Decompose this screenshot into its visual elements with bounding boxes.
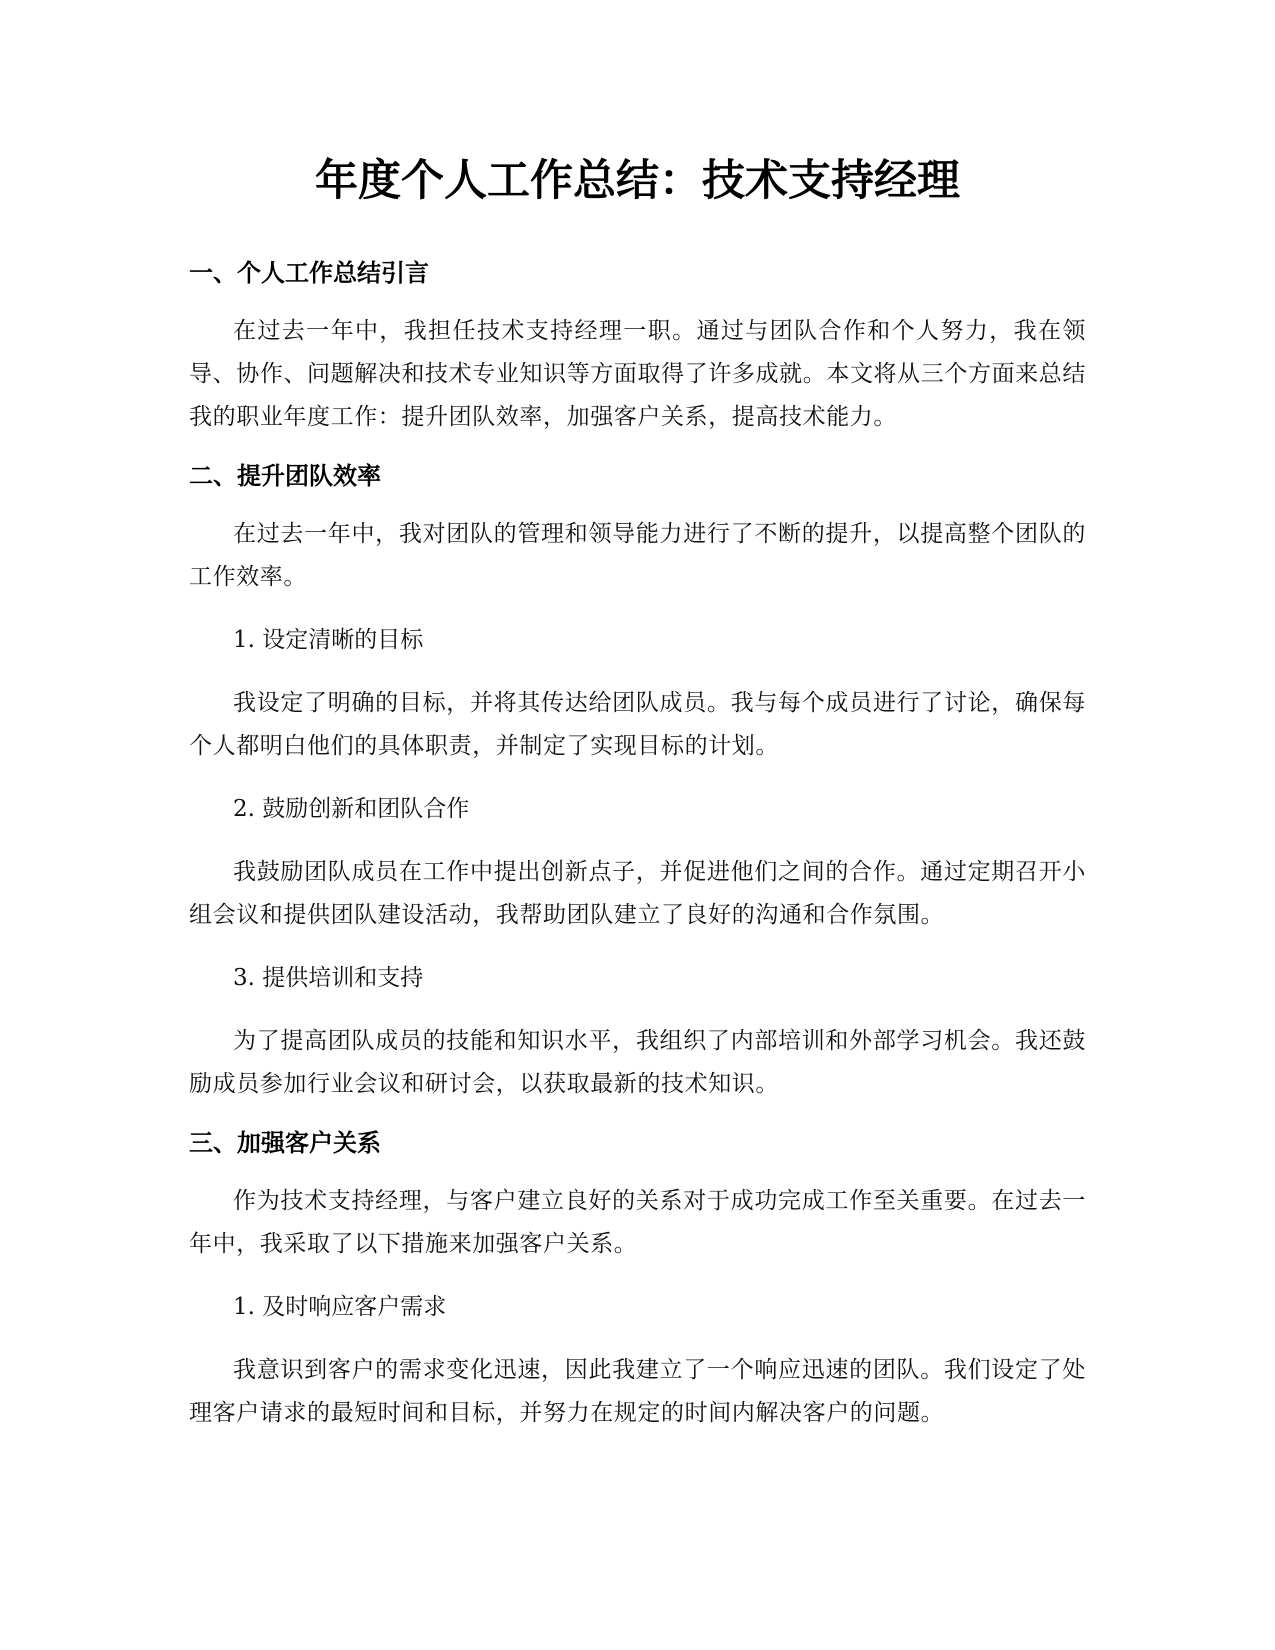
list-item-label: 1. 及时响应客户需求: [233, 1294, 447, 1320]
list-item-paragraph: 为了提高团队成员的技能和知识水平，我组织了内部培训和外部学习机会。我还鼓励成员参加行业会议和研讨会，以获取最新的技术知识。: [189, 1028, 1086, 1097]
section-intro: [189, 256, 1086, 439]
section-heading: 一、个人工作总结引言: [189, 259, 429, 287]
list-item-paragraph: 我意识到客户的需求变化迅速，因此我建立了一个响应迅速的团队。我们设定了处理客户请求的最短时间和目标，并努力在规定的时间内解决客户的问题。: [189, 1357, 1086, 1426]
list-item-paragraph: 我鼓励团队成员在工作中提出创新点子，并促进他们之间的合作。通过定期召开小组会议和提供团队建设活动，我帮助团队建立了良好的沟通和合作氛围。: [189, 859, 1086, 928]
section-team-efficiency: [189, 459, 1086, 1106]
section-heading: 二、提升团队效率: [189, 462, 381, 490]
section-paragraph: 在过去一年中，我担任技术支持经理一职。通过与团队合作和个人努力，我在领导、协作、问题解决和技术专业知识等方面取得了许多成就。本文将从三个方面来总结我的职业年度工作：提升团队效率，加强客户关系，提高技术能力。: [189, 318, 1086, 430]
document-title: 年度个人工作总结：技术支持经理: [315, 156, 960, 206]
list-item-label: 1. 设定清晰的目标: [233, 627, 424, 653]
section-paragraph: 在过去一年中，我对团队的管理和领导能力进行了不断的提升，以提高整个团队的工作效率。: [189, 521, 1086, 590]
list-item-paragraph: 我设定了明确的目标，并将其传达给团队成员。我与每个成员进行了讨论，确保每个人都明白他们的具体职责，并制定了实现目标的计划。: [189, 690, 1086, 759]
list-item-label: 2. 鼓励创新和团队合作: [233, 796, 470, 822]
section-heading: 三、加强客户关系: [189, 1129, 381, 1157]
document-body: [189, 150, 1086, 1455]
section-customer-relations: [189, 1126, 1086, 1435]
list-item-label: 3. 提供培训和支持: [233, 965, 424, 991]
section-paragraph: 作为技术支持经理，与客户建立良好的关系对于成功完成工作至关重要。在过去一年中，我采取了以下措施来加强客户关系。: [189, 1188, 1086, 1257]
